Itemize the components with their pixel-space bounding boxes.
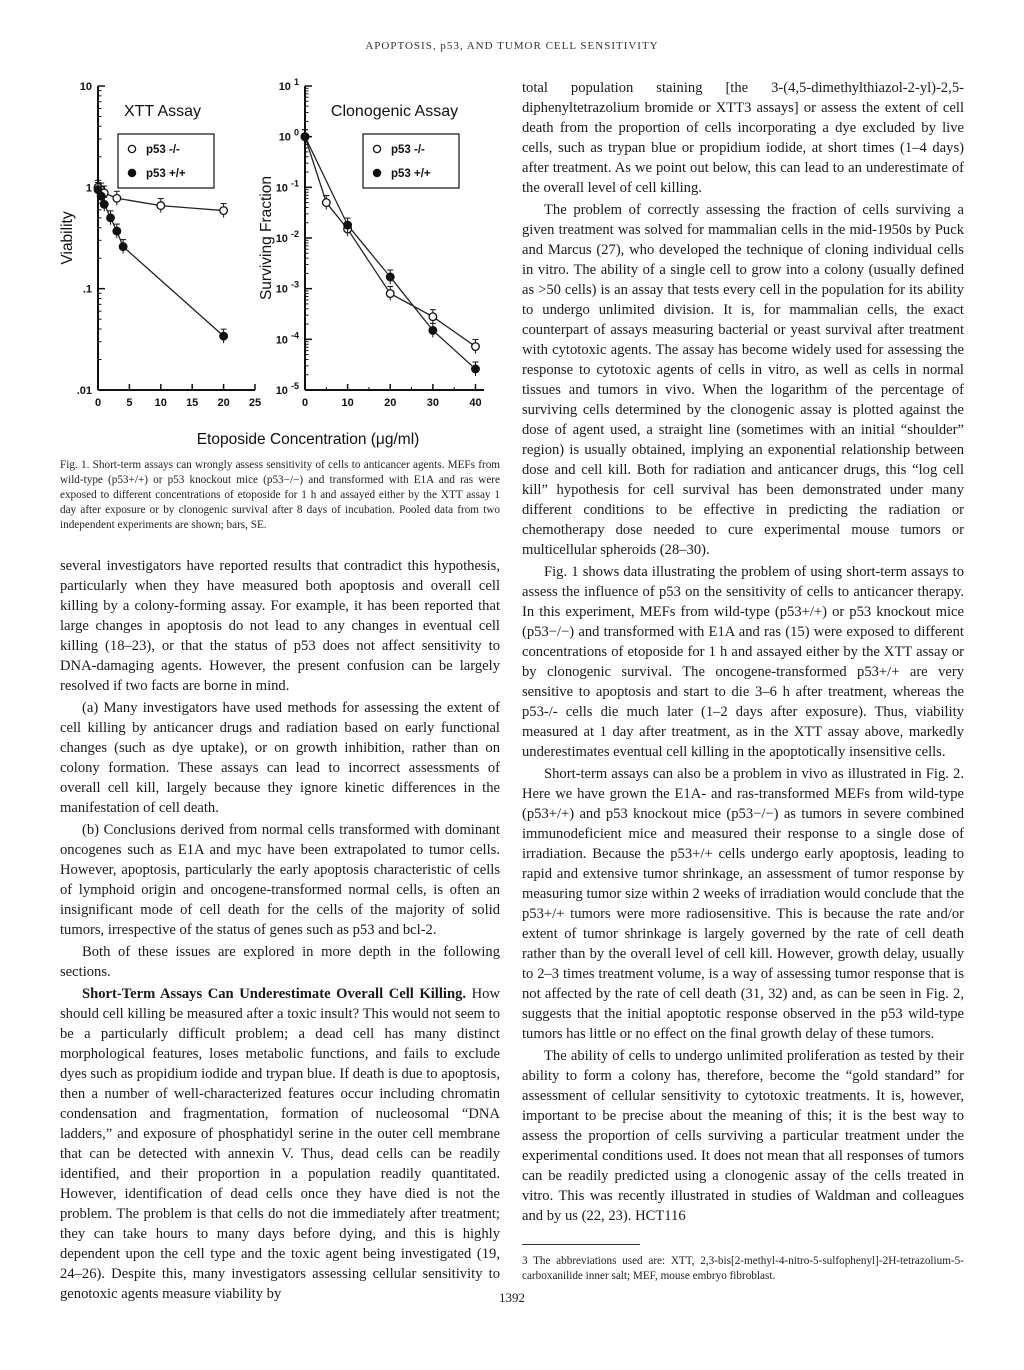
y-tick-label: 10 $^{-4}$ [275, 330, 299, 347]
data-point [220, 207, 228, 215]
x-tick-label: 5 [126, 397, 133, 409]
data-point [119, 243, 127, 251]
data-point [157, 202, 165, 210]
data-point [301, 133, 309, 141]
right-paragraph-4: Short-term assays can also be a problem in vivo as illustrated in Fig. 2. Here we have grown the E1A- and ras-transformed MEFs from wild-type (p53+/+) and p53 knockout mice (p53−/−) as tumors in severe combined immunodeficient mice and measured their response to a single dose of irradiation. Because the p53+/+ cells undergo early apoptosis, leading to rapid and extensive tumor shrinkage, an assessment of tumor response by measuring tumor size within 2 weeks of irradiation would conclude that the p53+/+ tumors were more radiosensitive. This is because the rate and/or extent of tumor shrinkage is largely governed by the rate of cell death rather than by the overall level of cell kill. However, growth delay, usually to 2–3 times treatment volume, is a way of assessing tumor response that is not affected by the rate of cell death (31, 32) and, as can be seen in Fig. 2, suggests that the initial apoptotic response observed in the p53 wild-type tumors has little or no effect on the final growth delay of these tumors. [522, 766, 964, 1042]
chart-xtt-assay [60, 81, 261, 409]
data-point [344, 221, 352, 229]
x-tick-label: 15 [186, 397, 199, 409]
data-point [429, 313, 437, 321]
left-paragraph-3: (b) Conclusions derived from normal cells transformed with dominant oncogenes such as E1A and myc have been extrapolated to tumor cells. However, apoptosis, particularly the early apoptosis characteristic of cells of lymphoid origin and oncogene-transformed normal cells, is often an insignificant mode of cell death for the cells of the majority of solid tumors, irrespective of the status of genes such as p53 and bcl-2. [60, 822, 500, 938]
y-axis-label: Surviving Fraction [258, 175, 275, 301]
data-point [323, 199, 331, 207]
legend-label: p53 +/+ [391, 168, 431, 180]
y-tick-label: .1 [82, 283, 92, 296]
data-point [113, 227, 121, 235]
y-axis-label: Viability [60, 211, 76, 265]
legend-marker [128, 169, 135, 176]
y-tick-label: 10 $^{-2}$ [275, 229, 299, 245]
x-tick-label: 0 [301, 397, 309, 409]
left-paragraph-4: Both of these issues are explored in more depth in the following sections. [60, 944, 500, 980]
x-tick-label: 20 [384, 397, 397, 409]
right-paragraph-3: Fig. 1 shows data illustrating the problem of using short-term assays to assess the influence of p53 on the sensitivity of cells to anticancer therapy. In this experiment, MEFs from wild-type (p53+/+) or p53 knockout mice (p53−/−) and transformed with E1A and ras (15) were exposed to different concentrations of etoposide for 1 h and assayed either by the XTT assay or by clonogenic survival. The oncogene-transformed p53+/+ are very sensitive to apoptosis and start to die 3–6 h after treatment, whereas the p53-/- cells die much later (1–2 days after exposure). Thus, viability measured at 1 day after treatment, as in the XTT assay above, markedly underestimates eventual cell killing in the apoptotically insensitive cells. [522, 564, 964, 760]
y-tick-label: 10 $^{-1}$ [275, 178, 299, 195]
figure-1 [60, 68, 508, 458]
data-point [386, 290, 394, 298]
x-tick-label: 40 [469, 397, 482, 409]
legend-marker [373, 169, 380, 176]
data-point [107, 214, 115, 222]
y-tick-label: .01 [76, 385, 92, 397]
right-paragraph-1: total population staining [the 3-(4,5-dimethylthiazol-2-yl)-2,5-diphenyltetrazolium bromide or XTT3 assays] or assess the extent of cell death from the proportion of cells incorporating a dye excluded by live cells, such as trypan blue or propidium iodide, at short times (1–4 days) after treatment. As we point out below, this can lead to an underestimate of the overall level of cell killing. [522, 80, 964, 196]
legend-label: p53 -/- [146, 144, 180, 156]
caption-label: Fig. 1. [60, 459, 90, 471]
y-tick-label: 10 $^{-3}$ [275, 279, 299, 296]
section-heading: Short-Term Assays Can Underestimate Overall Cell Killing. [82, 986, 467, 1002]
data-point [472, 343, 480, 351]
caption-body: Short-term assays can wrongly assess sensitivity of cells to anticancer agents. MEFs from wild-type (p53+/+) or p53 knockout mice (p53−/−) and transformed with E1A and ras were exposed to different concentrations of etoposide for 1 h and assayed either by the XTT assay 1 day after exposure or by clonogenic survival after 8 days of incubation. Pooled data from two independent experiments are shown; bars, SE. [60, 459, 501, 531]
page-number: 1392 [499, 1290, 525, 1305]
legend-label: p53 +/+ [146, 168, 186, 180]
x-tick-label: 0 [94, 397, 102, 409]
chart-clonogenic-assay [258, 77, 484, 409]
right-column [522, 78, 964, 1226]
legend-marker [373, 145, 380, 152]
figure-1-caption [60, 458, 500, 533]
figure-1-svg [60, 68, 508, 458]
y-tick-label: 10 $^1$ [278, 77, 299, 93]
x-tick-label: 25 [248, 397, 262, 409]
footnote: 3 The abbreviations used are: XTT, 2,3-bis[2-methyl-4-nitro-5-sulfophenyl]-2H-tetrazolium-5-carboxanilide inner salt; MEF, mouse embryo fibroblast. [522, 1255, 964, 1282]
figure-shared-xlabel: Etoposide Concentration (μg/ml) [196, 431, 420, 448]
y-tick-label: 1 [85, 182, 92, 195]
x-tick-label: 30 [426, 397, 439, 409]
running-head: APOPTOSIS, p53, AND TUMOR CELL SENSITIVITY [365, 40, 659, 52]
legend-label: p53 -/- [391, 144, 425, 156]
legend-marker [128, 145, 135, 152]
right-paragraph-5: The ability of cells to undergo unlimited proliferation as tested by their ability to form a colony has, therefore, become the “gold standard” for assessment of cellular sensitivity to cytotoxic treatments. It is, however, important to be precise about the meaning of this; it is the best way to assess the proportion of cells surviving a particular treatment under the experimental conditions used. It does not mean that all responses of tumors can be readily predicted using a clonogenic assay of the cells treated in vitro. This was recently illustrated in studies of Waldman and colleagues and by us (22, 23). HCT116 [522, 1048, 964, 1224]
data-point [113, 194, 121, 202]
left-paragraph-1: several investigators have reported results that contradict this hypothesis, particularly when they have measured both apoptosis and overall cell killing by a colony-forming assay. For example, it has been reported that large changes in apoptosis do not lead to any changes in eventual cell killing (18–23), or that the status of p53 does not affect sensitivity to DNA-damaging agents. However, the present confusion can be largely resolved if two facts are borne in mind. [60, 558, 500, 694]
x-tick-label: 20 [217, 397, 230, 409]
x-tick-label: 10 [154, 397, 167, 409]
data-point [100, 201, 108, 209]
left-paragraph-2: (a) Many investigators have used methods for assessing the extent of cell killing by anticancer drugs and radiation based on early functional changes (such as dye uptake), or on growth inhibition, rather than on colony formation. These assays can lead to incorrect assessments of overall cell kill, largely because they ignore kinetic differences in the manifestation of cell death. [60, 700, 500, 816]
y-tick-label: 10 [79, 81, 92, 93]
y-tick-label: 10 $^0$ [278, 127, 299, 144]
left-paragraph-5 [60, 984, 500, 1304]
chart-title: Clonogenic Assay [330, 103, 459, 120]
data-point [220, 332, 228, 340]
data-point [429, 327, 437, 335]
x-tick-label: 10 [341, 397, 354, 409]
footnote-rule [522, 1244, 640, 1245]
y-tick-label: 10 $^{-5}$ [275, 381, 299, 397]
right-paragraph-2: The problem of correctly assessing the fraction of cells surviving a given treatment was solved for mammalian cells in the mid-1950s by Puck and Marcus (27), who developed the technique of cloning individual cells in vitro. The ability of a single cell to grow into a colony (usually defined as >50 cells) is an assay that tests every cell in the population for its ability to undergo unlimited division. It is, for mammalian cells, the exact counterpart of assays measuring bacterial or yeast survival after treatment with cytotoxic agents. The assay has become widely used for assessing the response to cytotoxic agents of cells in vitro, as well as cells in normal tissues and tumors in vivo. When the logarithm of the percentage of surviving cells determined by the clonogenic assay is plotted against the dose of agent used, a straight line (sometimes with an initial “shoulder” region) is usually obtained, implying an exponential relationship between dose and cell kill. Both for radiation and anticancer drugs, this “log cell kill” hypothesis for cell survival has been demonstrated under many different conditions to be effective in predicting the radiation or chemotherapy dose needed to cure experimental mouse tumors or multicellular spheroids (28–30). [522, 202, 964, 558]
chart-title: XTT Assay [123, 103, 202, 120]
data-point [472, 365, 480, 373]
data-point [386, 273, 394, 281]
left-column [60, 556, 500, 1304]
left-paragraph-5-text: How should cell killing be measured after a toxic insult? This would not seem to be a particularly difficult problem; a dead cell has many distinct morphological features, loses metabolic functions, and fails to exclude dyes such as propidium iodide and trypan blue. If death is due to apoptosis, then a number of well-characterized features occur including chromatin condensation and fragmentation, formation of nucleosomal “DNA ladders,” and exposure of phosphatidyl serine in the outer cell membrane that can be detected with annexin V. Thus, dead cells can be readily identified, and their proportion in a population readily quantitated. However, identification of dead cells once they have died is not the problem. The problem is that cells do not die immediately after treatment; they can take hours to many days before dying, and this is highly dependent upon the cell type and the toxic agent being investigated (19, 24–26). Despite this, many investigators assessing cellular sensitivity to genotoxic agents measure viability by [60, 986, 500, 1302]
